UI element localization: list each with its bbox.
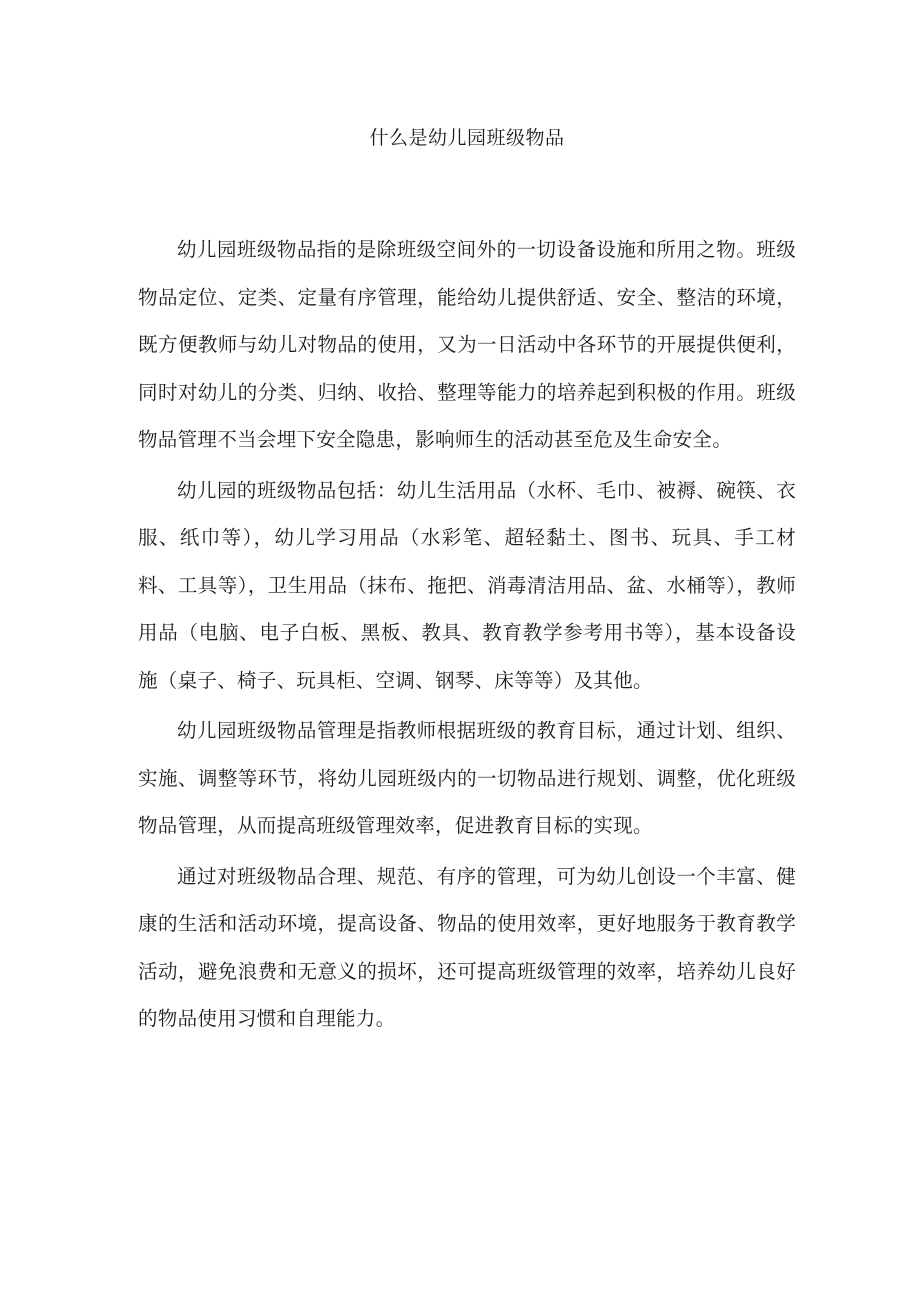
paragraph-1: 幼儿园班级物品指的是除班级空间外的一切设备设施和所用之物。班级物品定位、定类、定量有序管理，能给幼儿提供舒适、安全、整洁的环境，既方便教师与幼儿对物品的使用，又为一日活动中各环节的开展提供便利，同时对幼儿的分类、归纳、收拾、整理等能力的培养起到积极的作用。班级物品管理不当会埋下安全隐患，影响师生的活动甚至危及生命安全。: [138, 238, 796, 451]
paragraph-3: 幼儿园班级物品管理是指教师根据班级的教育目标，通过计划、组织、实施、调整等环节，将幼儿园班级内的一切物品进行规划、调整，优化班级物品管理，从而提高班级管理效率，促进教育目标的实现。: [138, 719, 796, 837]
document-body: [138, 226, 796, 1043]
paragraph-2: 幼儿园的班级物品包括：幼儿生活用品（水杯、毛巾、被褥、碗筷、衣服、纸巾等），幼儿学习用品（水彩笔、超轻黏土、图书、玩具、手工材料、工具等），卫生用品（抹布、拖把、消毒清洁用品、盆、水桶等），教师用品（电脑、电子白板、黑板、教具、教育教学参考用书等），基本设备设施（桌子、椅子、玩具柜、空调、钢琴、床等等）及其他。: [138, 478, 796, 692]
document-page: [138, 0, 796, 1046]
document-title: 什么是幼儿园班级物品: [369, 127, 565, 149]
paragraph-4: 通过对班级物品合理、规范、有序的管理，可为幼儿创设一个丰富、健康的生活和活动环境，提高设备、物品的使用效率，更好地服务于教育教学活动，避免浪费和无意义的损坏，还可提高班级管理的效率，培养幼儿良好的物品使用习惯和自理能力。: [138, 864, 796, 1030]
